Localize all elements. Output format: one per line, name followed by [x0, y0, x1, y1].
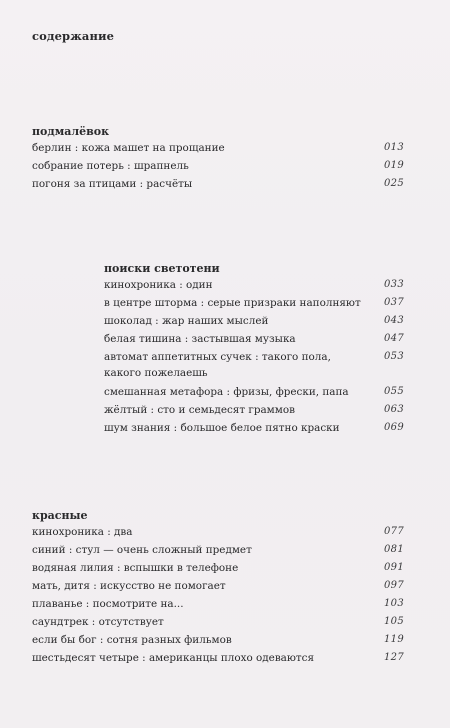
- entry-page-number: 103: [384, 598, 404, 609]
- toc-entry: [104, 313, 404, 329]
- toc-entry: [32, 650, 404, 666]
- entry-title: кинохроника : один: [104, 279, 213, 291]
- entry-title: кинохроника : два: [32, 526, 133, 538]
- entry-page-number: 037: [384, 297, 404, 308]
- entry-page-number: 033: [384, 279, 404, 290]
- entry-page-number: 013: [384, 142, 404, 153]
- entry-title: шум знания : большое белое пятно краски: [104, 422, 340, 434]
- entry-page-number: 127: [384, 652, 404, 663]
- toc-entry: [104, 384, 404, 400]
- toc-title: содержание: [32, 29, 115, 43]
- entry-page-number: 047: [384, 333, 404, 344]
- entry-title: шестьдесят четыре : американцы плохо одеваются: [32, 652, 315, 664]
- section-heading-2: поиски светотени: [104, 262, 220, 275]
- toc-entry: [32, 596, 404, 612]
- toc-entry: [104, 402, 404, 418]
- entry-page-number: 097: [384, 580, 404, 591]
- entry-title: синий : стул — очень сложный предмет: [32, 544, 252, 556]
- entry-page-number: 043: [384, 315, 404, 326]
- toc-entry: [104, 331, 404, 347]
- toc-entry: [32, 524, 404, 540]
- entry-title: шоколад : жар наших мыслей: [104, 315, 269, 327]
- entry-page-number: 105: [384, 616, 404, 627]
- toc-entry: [32, 614, 404, 630]
- toc-entry: [104, 349, 404, 381]
- entry-title: водяная лилия : вспышки в телефоне: [32, 562, 239, 574]
- entry-title: собрание потерь : шрапнель: [32, 160, 189, 172]
- entry-title: саундтрек : отсутствует: [32, 616, 164, 628]
- entry-page-number: 055: [384, 386, 404, 397]
- entry-page-number: 063: [384, 404, 404, 415]
- entry-title: плаванье : посмотрите на...: [32, 598, 184, 610]
- toc-entry: [32, 542, 404, 558]
- entry-title: жёлтый : сто и семьдесят граммов: [104, 404, 295, 416]
- entry-title: в центре шторма : серые призраки наполняют: [104, 297, 361, 309]
- toc-entry: [32, 158, 404, 174]
- entry-page-number: 091: [384, 562, 404, 573]
- entry-page-number: 053: [384, 351, 404, 362]
- entry-title: белая тишина : застывшая музыка: [104, 333, 296, 345]
- entry-title: смешанная метафора : фризы, фрески, папа: [104, 386, 349, 398]
- section-heading-1: подмалёвок: [32, 125, 110, 138]
- entry-page-number: 069: [384, 422, 404, 433]
- toc-entry: [104, 420, 404, 436]
- entry-page-number: 119: [384, 634, 404, 645]
- entry-title: погоня за птицами : расчёты: [32, 178, 193, 190]
- toc-entry: [32, 176, 404, 192]
- entry-page-number: 019: [384, 160, 404, 171]
- toc-entry: [104, 277, 404, 293]
- entry-title: если бы бог : сотня разных фильмов: [32, 634, 232, 646]
- entry-page-number: 077: [384, 526, 404, 537]
- toc-entry: [32, 632, 404, 648]
- toc-entry: [104, 295, 404, 311]
- toc-entry: [32, 560, 404, 576]
- entry-page-number: 081: [384, 544, 404, 555]
- toc-entry: [32, 140, 404, 156]
- entry-title: берлин : кожа машет на прощание: [32, 142, 225, 154]
- entry-title: мать, дитя : искусство не помогает: [32, 580, 226, 592]
- entry-page-number: 025: [384, 178, 404, 189]
- toc-entry: [32, 578, 404, 594]
- section-heading-3: красные: [32, 509, 88, 522]
- entry-title: автомат аппетитных сучек : такого пола, какого пожелаешь: [104, 351, 331, 379]
